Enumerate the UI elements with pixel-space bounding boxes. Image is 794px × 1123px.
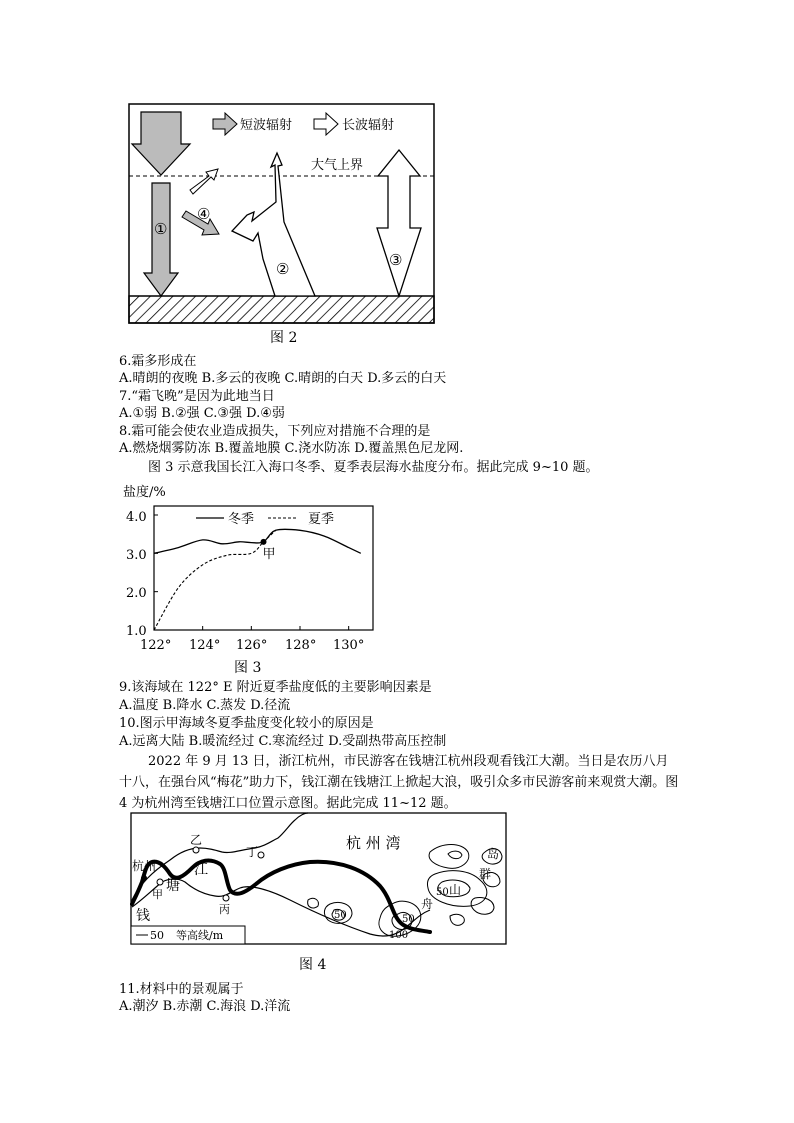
plot-frame <box>154 506 373 630</box>
y-tick: 4.0 <box>126 510 147 525</box>
bay-label: 杭 州 湾 <box>346 834 401 852</box>
series-summer-line <box>154 530 276 630</box>
x-tick: 130° <box>333 638 365 653</box>
q11-options: A.潮汐 B.赤潮 C.海浪 D.洋流 <box>119 999 291 1014</box>
island-char-dao: 岛 <box>487 847 500 861</box>
x-tick: 122° <box>140 638 172 653</box>
q6-stem: 6.霜多形成在 <box>119 354 197 369</box>
figure-3-chart <box>118 497 378 657</box>
marker-1: ① <box>154 220 168 238</box>
q8-options: A.燃烧烟雾防冻 B.覆盖地膜 C.浇水防冻 D.覆盖黑色尼龙网. <box>119 441 464 456</box>
legend-long-label: 长波辐射 <box>342 118 395 133</box>
legend-winter-label: 冬季 <box>228 512 255 527</box>
contour-50-b: 50 <box>334 910 347 921</box>
x-tick: 124° <box>189 638 221 653</box>
x-axis-ticks <box>140 638 364 653</box>
hangzhou-label: 杭州 <box>132 859 157 873</box>
hangzhou-dot <box>141 875 147 881</box>
legend-summer-label: 夏季 <box>308 512 335 527</box>
q7-stem: 7.“霜飞晚”是因为此地当日 <box>119 389 275 404</box>
island-char-shan: 山 <box>449 883 462 897</box>
y-tick: 1.0 <box>126 624 147 639</box>
y-tick: 2.0 <box>126 586 147 601</box>
point-bing-label: 丙 <box>219 903 230 916</box>
figure-4-caption: 图 4 <box>299 957 327 973</box>
river-char-tang: 塘 <box>166 878 180 894</box>
marker-2: ② <box>276 260 290 278</box>
figure-2-caption: 图 2 <box>270 330 298 346</box>
q10-options: A.远离大陆 B.暖流经过 C.寒流经过 D.受副热带高压控制 <box>119 734 447 749</box>
legend-short-label: 短波辐射 <box>240 118 293 133</box>
tick-marks <box>154 515 349 630</box>
figure-2 <box>128 103 436 325</box>
figure-3-caption: 图 3 <box>234 660 262 676</box>
q8-stem: 8.霜可能会使农业造成损失，下列应对措施不合理的是 <box>119 424 431 439</box>
river-char-jiang: 江 <box>194 862 208 878</box>
atmosphere-top-label: 大气上界 <box>311 158 364 173</box>
point-ding <box>258 852 264 858</box>
contour-50-a: 50 <box>436 887 449 898</box>
point-jia-label: 甲 <box>262 546 276 562</box>
point-jia <box>261 539 267 545</box>
x-tick: 126° <box>236 638 268 653</box>
x-tick: 128° <box>285 638 317 653</box>
marker-3: ③ <box>389 251 403 269</box>
y-axis-ticks <box>126 510 147 639</box>
contour-100: 100 <box>389 930 409 941</box>
point-jia-label: 甲 <box>152 888 163 901</box>
q6-options: A.晴朗的夜晚 B.多云的夜晚 C.晴朗的白天 D.多云的白天 <box>119 371 447 386</box>
fig3-ylabel: 盐度/% <box>123 485 166 500</box>
point-ding-label: 丁 <box>246 845 259 859</box>
marker-4: ④ <box>197 205 211 223</box>
q10-stem: 10.图示甲海域冬夏季盐度变化较小的原因是 <box>119 716 374 731</box>
point-bing <box>223 895 229 901</box>
island-char-qun: 群 <box>479 867 492 881</box>
ground-surface <box>129 296 434 323</box>
point-yi <box>193 847 199 853</box>
island-char-zhou: 舟 <box>421 897 434 911</box>
q9-options: A.温度 B.降水 C.蒸发 D.径流 <box>119 698 291 713</box>
fig4-intro: 2022 年 9 月 13 日，浙江杭州，市民游客在钱塘江杭州段观看钱江大潮。当日是农历八月十八，在强台风“梅花”助力下，钱江潮在钱塘江上掀起大浪，吸引众多市民游客前来观赏大潮。图 4 为杭州湾至钱塘江口位置示意图。据此完成 11~12 题。 <box>119 754 679 811</box>
y-tick: 3.0 <box>126 548 147 563</box>
river-char-qian: 钱 <box>136 908 150 924</box>
fig3-intro: 图 3 示意我国长江入海口冬季、夏季表层海水盐度分布。据此完成 9~10 题。 <box>148 460 599 475</box>
point-yi-label: 乙 <box>190 833 203 847</box>
contour-50-c: 50 <box>402 914 415 925</box>
q11-stem: 11.材料中的景观属于 <box>119 982 244 997</box>
map-legend-value: 50 <box>150 929 164 942</box>
map-frame <box>131 813 506 944</box>
point-jia <box>157 879 163 885</box>
q9-stem: 9.该海域在 122° E 附近夏季盐度低的主要影响因素是 <box>119 680 432 695</box>
map-legend-text: 等高线/m <box>176 929 224 942</box>
figure-4-map <box>130 812 508 945</box>
q7-options: A.①弱 B.②强 C.③强 D.④弱 <box>119 406 285 421</box>
